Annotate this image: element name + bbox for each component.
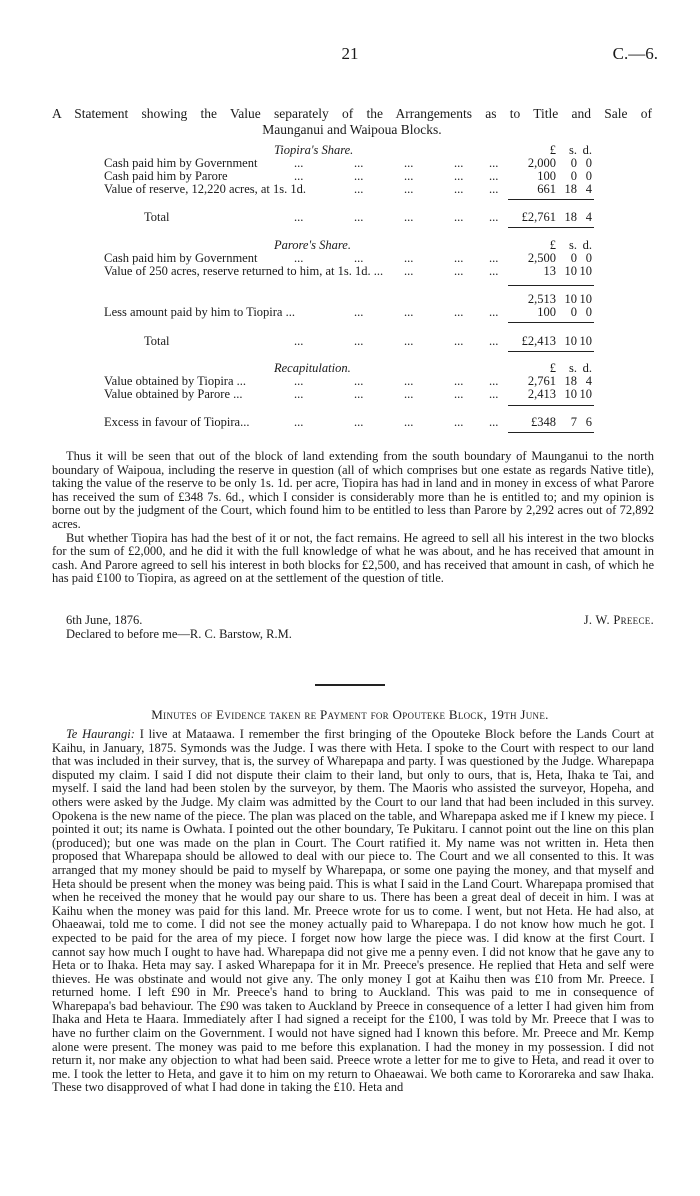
dot-leader: ... [354,182,364,196]
dot-leader: ... [404,156,414,170]
dot-leader: ... [454,374,464,388]
statement-conclusion [52,450,654,586]
statement-row: Value of 250 acres, reserve returned to him, at 1s. 1d. ... 13 10 10 ... ... ... [104,264,592,278]
tiopira-total-row: Total £2,761 18 4 ... ... ... ... ... [144,210,592,224]
dot-leader: ... [454,334,464,348]
paragraph: Thus it will be seen that out of the block of land extending from the south boundary of Maunganui to the north boundary of Waipoua, including the reserve in question (all of which comprises but one estate as regards Native title), taking the value of the reserve to be only 1s. 1d. per acre, Tiopira has had in land and in money in excess of what Parore has received the sum of £348 7s. 6d., which I consider is considerably more than he is entitled to; and my opinion is borne out by the judgment of the Court, which found him to be entitled to less than Parore by 2,292 acres out of 72,892 acres. [52,449,654,531]
recap-subtitle: Recapitulation. [274,361,351,375]
statement-row: Value of reserve, 12,220 acres, at 1s. 1d. 661 18 4 ... ... ... ... [104,182,592,196]
dot-leader: ... [354,374,364,388]
dot-leader: ... [489,169,499,183]
parore-total-row: Total £2,413 10 10 ... ... ... ... ... [144,334,592,348]
dot-leader: ... [294,251,304,265]
parore-subtitle: Parore's Share. [274,238,351,252]
dot-leader: ... [454,251,464,265]
recap-heading-row [104,361,604,375]
total-rule [508,432,594,433]
dot-leader: ... [404,415,414,429]
statement-row: Cash paid him by Government 2,000 0 0 ... ... ... ... ... [104,156,592,170]
declaration: Declared to before me—R. C. Barstow, R.M. [66,626,292,641]
dot-leader: ... [354,334,364,348]
minutes-paragraph [52,728,654,1095]
sum-rule [508,405,594,406]
dot-leader: ... [404,305,414,319]
total-rule [508,351,594,352]
dot-leader: ... [404,334,414,348]
dot-leader: ... [404,374,414,388]
signature-block [52,614,654,641]
dot-leader: ... [404,210,414,224]
dot-leader: ... [489,182,499,196]
statement-row: Cash paid him by Government 2,500 0 0 ... ... ... ... ... [104,251,592,265]
dot-leader: ... [354,251,364,265]
units-header: £ s. d. [549,143,592,157]
dot-leader: ... [489,251,499,265]
dot-leader: ... [454,169,464,183]
dot-leader: ... [294,387,304,401]
page-number: 21 [341,44,359,63]
dot-leader: ... [294,415,304,429]
section-divider [315,684,385,686]
dot-leader: ... [489,415,499,429]
dot-leader: ... [354,387,364,401]
document-code: C.—6. [612,44,658,63]
minutes-title: Minutes of Evidence taken re Payment for Opouteke Block, 19th June. [151,707,549,722]
parore-heading-row [104,238,604,252]
dot-leader: ... [404,169,414,183]
signature-date: 6th June, 1876. [66,613,143,627]
dot-leader: ... [404,387,414,401]
dot-leader: ... [404,251,414,265]
dot-leader: ... [489,387,499,401]
dot-leader: ... [454,387,464,401]
dot-leader: ... [294,156,304,170]
dot-leader: ... [404,182,414,196]
dot-leader: ... [354,210,364,224]
statement-row: Value obtained by Parore ... 2,413 10 10 ... ... ... ... ... [104,387,592,401]
speaker-name: Te Haurangi: [66,727,135,741]
parore-less-row: Less amount paid by him to Tiopira ... 100 0 0 ... ... ... ... [104,305,592,319]
dot-leader: ... [489,156,499,170]
sum-rule [508,322,594,323]
dot-leader: ... [454,415,464,429]
dot-leader: ... [454,210,464,224]
parore-subtotal-row: 2,513 10 10 [527,292,592,306]
dot-leader: ... [454,156,464,170]
dot-leader: ... [354,415,364,429]
statement-row: Cash paid him by Parore 100 0 0 ... ... ... ... ... [104,169,592,183]
dot-leader: ... [489,264,499,278]
sum-rule [508,285,594,286]
statement-title [52,106,652,138]
sum-rule [508,199,594,200]
dot-leader: ... [354,305,364,319]
dot-leader: ... [294,334,304,348]
paragraph: But whether Tiopira has had the best of it or not, the fact remains. He agreed to sell all his interest in the two blocks for the sum of £2,000, and he did it with the full knowledge of what he was about, and he has received that amount in cash. And Parore agreed to sell his interest in both blocks for £2,500, and has received that amount in cash, of which he has paid £100 to Tiopira, as agreed on at the settlement of the question of title. [52,530,654,586]
tiopira-subtitle: Tiopira's Share. [274,143,354,157]
dot-leader: ... [489,334,499,348]
units-header: £ s. d. [549,238,592,252]
dot-leader: ... [294,210,304,224]
statement-title-line2: Maunganui and Waipoua Blocks. [262,122,442,137]
dot-leader: ... [489,210,499,224]
statement-row: Value obtained by Tiopira ... 2,761 18 4 ... ... ... ... ... [104,374,592,388]
dot-leader: ... [454,305,464,319]
dot-leader: ... [354,156,364,170]
dot-leader: ... [489,374,499,388]
dot-leader: ... [354,169,364,183]
minutes-text: I live at Mataawa. I remember the first bringing of the Opouteke Block before the Lands Court at Kaihu, in January, 1875. Symonds was the Judge. I was there with Heta. I spoke to the Court with respect to our land that was included in their survey, that is, the survey of Wharepapa and party. I was questioned by the Judge. Wharepapa disputed my claim. I said I did not dispute their claim to their land, but only to ours, that is, Heta, Ihaka te Tai, and myself. I said the land had been stolen by the surveyor, by them. The Maoris who assisted the surveyor, Hopeha, and others were asked by the Judge. My claim was admitted by the Court to our land that had been included in this survey. Opokena is the new name of the piece. The plan was placed on the table, and Wharepapa asked me if I knew my piece. I pointed it out; its name is Owhata. I pointed out the other boundary, Te Pukitaru. I cannot point out the line on this plan (produced); but one was made on the plan in Court. The Court ratified it. My name was not written in. Heta then proposed that Wharepapa should be allowed to deal with our piece to. The Court and we all consented to this. It was arranged that my money should be paid to myself by Wharepapa, or some one paying the money, and that myself and Heta should be present when the money was being paid. This is what I said in the Land Court. Wharepapa promised that when he received the money that he would pay our share to us. There has been a great deal of deceit in him. I was at Kaihu when the money was paid for this land. Mr. Preece wrote for us to come. I went, but not Heta. He had also, at Ohaeawai, told me to come. I did not see the money actually paid to Wharepapa. I do not know how much he got. I expected to be paid for the area of my piece. I forget now how large the piece was. I did know at the first Court. I cannot say how much I ought to have had. Wharepapa did not give me a penny even. I did not know that he gave any to Heta or to Ihaka. Heta may say. I asked Wharepapa for it in Mr. Preece's presence. He replied that Heta and self were thieves. He was obstinate and would not give any. The only money I got at Kaihu then was £10 from Mr. Preece. I returned home. I left £90 in Mr. Preece's hand to bring to Auckland. This was paid to me in consequence of Wharepapa's bad behaviour. The £90 was taken to Auckland by Preece in consequence of a letter I had given him from Ihaka and Heta te Haara. Immediately after I had signed a receipt for the £100, I was told by Mr. Preece that I was to have no further claim on the Government. I would not have signed had I known this before. Mr. Preece and Mr. Kemp alone were present. The money was paid to me before this explanation. I had the money in my possession. I did not return it, nor make any objection to what had been said. Preece wrote a letter for me to give to Heta, and read it over to me. I took the letter to Heta, and gave it to him on my return to Ohaeawai. We both came to Kororareka and saw Ihaka. These two disapproved of what I had done in taking the £10. Heta and [52,727,654,1095]
units-header: £ s. d. [549,361,592,375]
dot-leader: ... [404,264,414,278]
recap-excess-row: Excess in favour of Tiopira... £348 7 6 ... ... ... ... ... [104,415,592,429]
tiopira-heading-row [104,143,604,157]
dot-leader: ... [489,305,499,319]
statement-title-line1: A Statement showing the Value separately of the Arrangements as to Title and Sale of [52,106,652,121]
dot-leader: ... [294,169,304,183]
dot-leader: ... [454,182,464,196]
dot-leader: ... [454,264,464,278]
signature-name: J. W. Preece. [583,613,654,627]
total-rule [508,227,594,228]
minutes-body [52,728,654,1095]
dot-leader: ... [294,374,304,388]
